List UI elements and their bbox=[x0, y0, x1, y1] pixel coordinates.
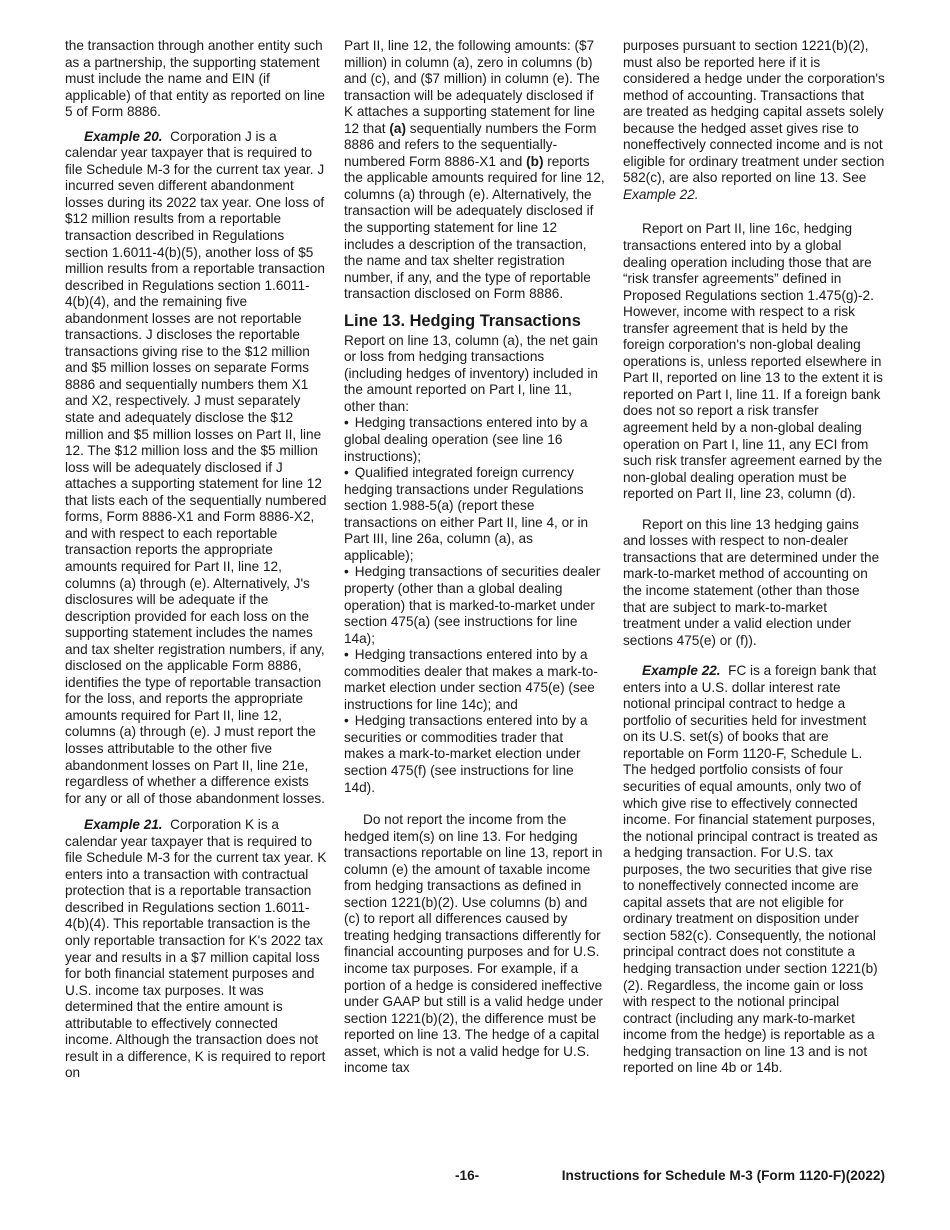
section-heading-line-13: Line 13. Hedging Transactions bbox=[344, 311, 581, 330]
line-13-intro: Report on line 13, column (a), the net gain or loss from hedging transactions (including hedges of inventory) included in the amount reported on Part I, line 11, other than: bbox=[344, 332, 598, 414]
column-left bbox=[65, 38, 327, 1082]
paragraph-continuation bbox=[344, 38, 606, 303]
column-middle bbox=[344, 38, 606, 1077]
bullet-item: • Hedging transactions of securities dealer property (other than a global dealing operation) that is marked-to-market under section 475(a) (see instructions for line 14a); bbox=[344, 564, 606, 647]
example-20-label: Example 20. bbox=[84, 128, 163, 144]
column-right bbox=[623, 38, 885, 1077]
example-21-paragraph bbox=[65, 817, 327, 1082]
text-run: purposes pursuant to section 1221(b)(2), must also be reported here if it is considered a hedge under the corporation's method of accounting. Transactions that are treated as hedging capital assets solely because the hedged asset gives rise to noneffectively connected income and is not eligible for ordinary treatment under section 582(c), are also reported on line 13. See bbox=[623, 38, 885, 186]
example-22-text: FC is a foreign bank that enters into a U.S. dollar interest rate notional principal contract to hedge a portfolio of securities held for investment on its U.S. set(s) of books that are reportable on Form 1120-F, Schedule L. The hedged portfolio consists of four securities of equal amounts, only two of which give rise to effectively connected income. For financial statement purposes, the notional principal contract is treated as a hedging transaction. For U.S. tax purposes, the two securities that give rise to noneffectively connected income are capital assets that are not eligible for ordinary treatment on disposition under section 582(c). Consequently, the notional principal contract does not constitute a hedging transaction under section 1221(b)(2). Regardless, the income gain or loss with respect to the notional principal contract (including any mark-to-market income from the hedge) is reportable as a hedging transaction on line 13 and is not reported on line 4b or 14b. bbox=[623, 663, 878, 1076]
label-a: (a) bbox=[389, 120, 406, 136]
example-21-text: Corporation K is a calendar year taxpayer that is required to file Schedule M-3 for the current tax year. K enters into a transaction with contractual protection that is a reportable transaction described in Regulations section 1.6011-4(b)(4). This reportable transaction is the only reportable transaction for K's 2022 tax year and results in a $7 million capital loss for both financial statement purposes and U.S. income tax purposes. It was determined that the entire amount is attributable to effectively connected income. Although the transaction does not result in a difference, K is required to report on bbox=[65, 817, 327, 1081]
example-reference: Example 22. bbox=[623, 186, 699, 202]
label-b: (b) bbox=[526, 153, 544, 169]
example-21-label: Example 21. bbox=[84, 817, 163, 833]
example-22-paragraph bbox=[623, 663, 885, 1077]
text-run: sequentially numbers the Form 8886 and refers to the sequentially-numbered Form 8886-X1 and bbox=[344, 120, 597, 169]
text-run: reports the applicable amounts required for line 12, columns (a) through (e). Alternatively, the transaction will be adequately disclosed if the supporting statement for line 12 includes a description of the transaction, the name and tax shelter registration number, if any, and the type of reportable transaction disclosed on Form 8886. bbox=[344, 153, 605, 302]
bullet-item: • Hedging transactions entered into by a commodities dealer that makes a mark-to-market election under section 475(e) (see instructions for line 14c); and bbox=[344, 647, 606, 713]
paragraph-continuation bbox=[623, 38, 885, 203]
text-run: Part II, line 12, the following amounts: ($7 million) in column (a), zero in columns (b) and (c), and ($7 million) in column (e). The transaction will be adequately disclosed if K attaches a supporting statement for line 12 that bbox=[344, 38, 600, 136]
example-20-text: Corporation J is a calendar year taxpayer that is required to file Schedule M-3 for the current tax year. J incurred seven different abandonment losses during its 2022 tax year. One loss of $12 million results from a reportable transaction described in Regulations section 1.6011-4(b)(5), another loss of $5 million results from a reportable transaction described in Regulations section 1.6011-4(b)(4), and the remaining five abandonment losses are not reportable transactions. J discloses the reportable transactions giving rise to the $12 million and $5 million losses on separate Forms 8886 and sequentially numbers them X1 and X2, respectively. J must separately state and adequately disclose the $12 million and $5 million losses on Part II, line 12. The $12 million loss and the $5 million loss will be adequately disclosed if J attaches a supporting statement for line 12 that lists each of the sequentially numbered forms, Form 8886-X1 and Form 8886-X2, and with respect to each reportable transaction reports the appropriate amounts required for Part II, line 12, columns (a) through (e). Alternatively, J's disclosures will be adequate if the description provided for each loss on the supporting statement includes the names and tax shelter registration numbers, if any, disclosed on the applicable Form 8886, identifies the type of reportable transaction for the loss, and reports the appropriate amounts required for Part II, line 12, columns (a) through (e). J must report the losses attributable to the other five abandonment losses on Part II, line 21e, regardless of whether a difference exists for any or all of those abandonment losses. bbox=[65, 128, 327, 806]
part-ii-line-16c-paragraph: Report on Part II, line 16c, hedging transactions entered into by a global dealing operation including those that are “risk transfer agreements” defined in Proposed Regulations section 1.475(g)-2. However, income with respect to a risk transfer agreement that is held by the foreign corporation's non-global dealing operations is, unless reported elsewhere in Part II, reported on line 13 to the extent it is reported on Part I, line 11. If a foreign bank does not so report a risk transfer agreement held by a non-global dealing operation on Part I, line 11, any ECI from such risk transfer agreement earned by the non-global dealing operation must be reported on Part II, line 23, column (d). bbox=[623, 221, 883, 502]
example-22-label: Example 22. bbox=[642, 663, 721, 679]
page-number: -16- bbox=[455, 1168, 480, 1183]
bullet-item: • Hedging transactions entered into by a securities or commodities trader that makes a mark-to-market election under section 475(f) (see instructions for line 14d). bbox=[344, 713, 606, 796]
do-not-report-paragraph: Do not report the income from the hedged item(s) on line 13. For hedging transactions reportable on line 13, report in column (e) the amount of taxable income from hedging transactions as defined in section 1221(b)(2). Use columns (b) and (c) to report all differences caused by treating hedging transactions differently for financial accounting purposes and for U.S. income tax purposes. For example, if a portion of a hedge is considered ineffective under GAAP but still is a valid hedge under section 1221(b)(2), the difference must be reported on line 13. The hedge of a capital asset, which is not a valid hedge for U.S. income tax bbox=[344, 812, 603, 1076]
footer-document-title: Instructions for Schedule M-3 (Form 1120-F)(2022) bbox=[561, 1168, 885, 1183]
bullet-item: • Hedging transactions entered into by a global dealing operation (see line 16 instructions); bbox=[344, 415, 606, 465]
example-20-paragraph bbox=[65, 129, 327, 807]
paragraph-continuation: the transaction through another entity such as a partnership, the supporting statement must include the name and EIN (if applicable) of that entity as reported on line 5 of Form 8886. bbox=[65, 38, 325, 120]
non-dealer-paragraph: Report on this line 13 hedging gains and losses with respect to non-dealer transactions that are determined under the mark-to-market method of accounting on the income statement (other than those that are subject to mark-to-market treatment under a valid election under sections 475(e) or (f)). bbox=[623, 516, 880, 648]
bullet-item: • Qualified integrated foreign currency hedging transactions under Regulations section 1.988-5(a) (report these transactions on either Part II, line 4, or in Part III, line 26a, column (a), as applicable); bbox=[344, 465, 606, 564]
